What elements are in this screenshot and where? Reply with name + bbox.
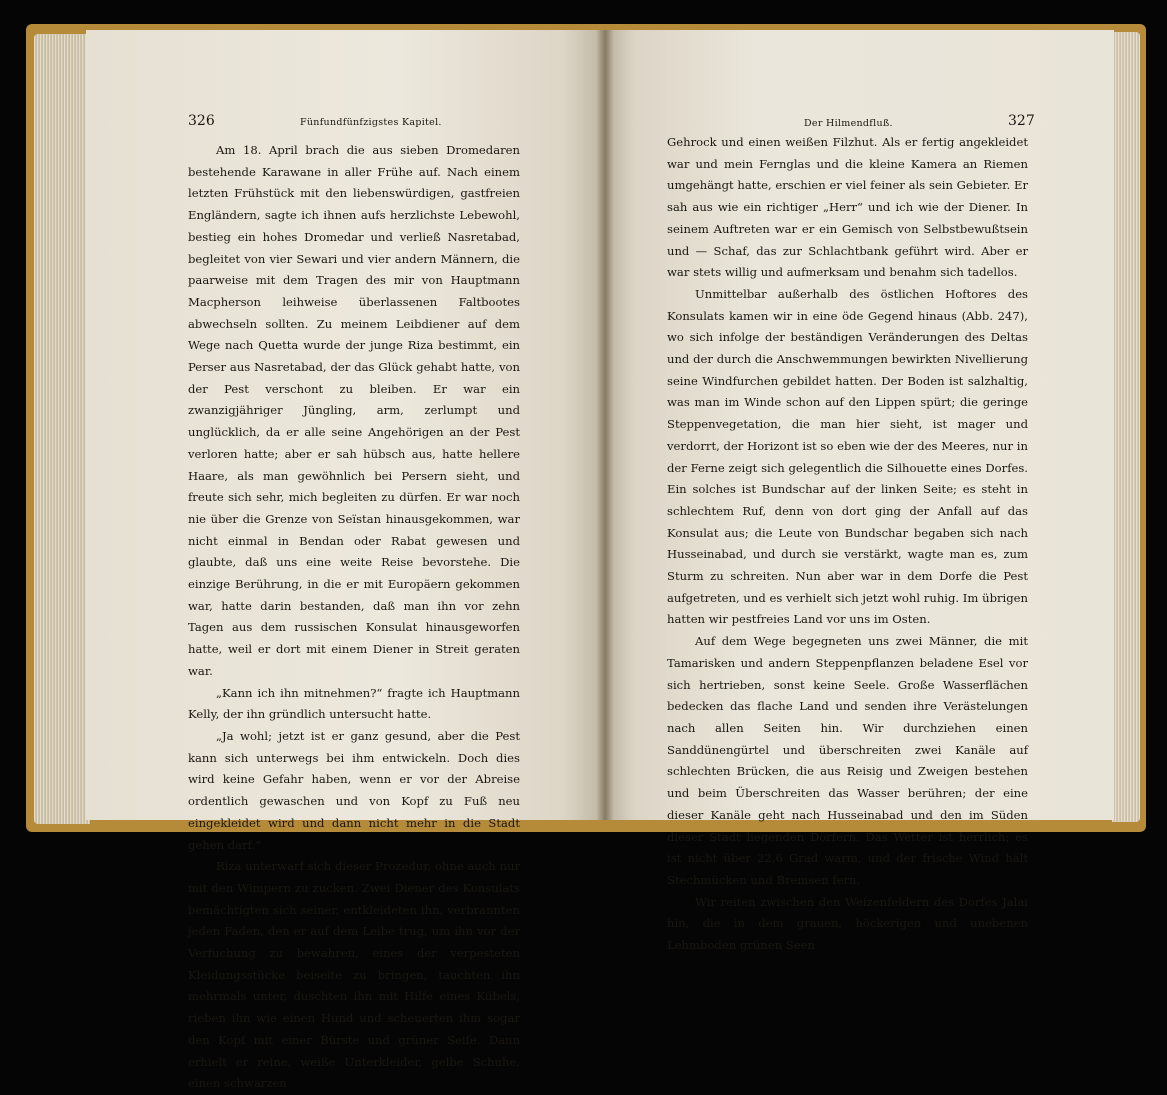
left-page-body xyxy=(188,140,520,1095)
paragraph: Gehrock und einen weißen Filzhut. Als er fertig angekleidet war und mein Fernglas und die kleine Kamera an Riemen umgehängt hatte, erschien er viel feiner als sein Gebieter. Er sah aus wie ein richtiger „Herr“ und ich wie der Diener. In seinem Auftreten war er ein Gemisch von Selbstbewußtsein und — Schaf, das zur Schlachtbank geführt wird. Aber er war stets willig und aufmerksam und benahm sich tadellos. xyxy=(667,135,1028,280)
page-edges-left xyxy=(34,34,90,824)
book-gutter xyxy=(596,30,614,820)
running-title: Der Hilmendfluß. xyxy=(804,118,893,129)
paragraph: „Ja wohl; jetzt ist er ganz gesund, aber die Pest kann sich unterwegs bei ihm entwickeln. Doch dies wird keine Gefahr haben, wenn er vor der Abreise ordentlich gewaschen und von Kopf zu Fuß neu eingekleidet wird und dann nicht mehr in die Stadt gehen darf.“ xyxy=(188,728,520,852)
page-edges-right xyxy=(1112,32,1140,822)
paragraph: Unmittelbar außerhalb des östlichen Hoftores des Konsulats kamen wir in eine öde Gegend hinaus (Abb. 247), wo sich infolge der beständigen Veränderungen des Deltas und der durch die Anschwemmungen bewirkten Nivellierung seine Windfurchen gebildet hatten. Der Boden ist salzhaltig, was man im Winde schon auf den Lippen spürt; die geringe Steppenvegetation, die man hier sieht, ist mager und verdorrt, der Horizont ist so eben wie der des Meeres, nur in der Ferne zeigt sich gelegentlich die Silhouette eines Dorfes. Ein solches ist Bundschar auf der linken Seite; es steht in schlechtem Ruf, denn von dort ging der Anfall auf das Konsulat aus; die Leute von Bundschar begaben sich nach Husseinabad, und durch sie verstärkt, wagte man es, zum Sturm zu schreiten. Nun aber war in dem Dorfe die Pest aufgetreten, und es verhielt sich jetzt wohl ruhig. Im übrigen hatten wir pestfreies Land vor uns im Osten. xyxy=(667,286,1028,627)
running-title: Fünfundfünfzigstes Kapitel. xyxy=(300,117,442,128)
right-page-header xyxy=(804,112,1035,130)
left-page xyxy=(86,30,604,1091)
left-page-header xyxy=(188,112,508,130)
paragraph: Riza unterwarf sich dieser Prozedur, ohne auch nur mit den Wimpern zu zucken. Zwei Diener des Konsulats bemächtigten sich seiner, entkleideten ihn, verbrannten jeden Faden, den er auf dem Leibe trug, um ihn vor der Verfuchung zu bewahren, eines der verpesteten Kleidungsstücke beiseite zu bringen, tauchten ihn mehrmals unter, duschten ihn mit Hilfe eines Kübels, rieben ihn wie einen Hund und scheuerten ihm sogar den Kopf mit einer Bürste und grüner Seife. Dann erhielt er reine, weiße Unterkleider, gelbe Schuhe, einen schwarzen xyxy=(188,859,520,1091)
right-page-body xyxy=(667,132,1028,957)
paragraph: „Kann ich ihn mitnehmen?“ fragte ich Hauptmann Kelly, der ihn gründlich untersucht hatte. xyxy=(188,685,520,722)
page-number: 326 xyxy=(188,113,215,129)
right-page xyxy=(604,30,1114,953)
paragraph: Wir reiten zwischen den Weizenfeldern des Dorfes Jalai hin, die in dem grauen, höckerigen und unebenen Lehmboden grünen Seen xyxy=(667,894,1028,953)
page-number: 327 xyxy=(1008,113,1035,129)
paragraph: Auf dem Wege begegneten uns zwei Männer, die mit Tamarisken und andern Steppenpflanzen beladene Esel vor sich hertrieben, sonst keine Seele. Große Wasserflächen bedecken das flache Land und senden ihre Verästelungen nach allen Seiten hin. Wir durchziehen einen Sanddünengürtel und überschreiten zwei Kanäle auf schlechten Brücken, die aus Reisig und Zweigen bestehen und beim Überschreiten das Wasser berühren; der eine dieser Kanäle geht nach Husseinabad und den im Süden dieser Stadt liegenden Dörfern. Das Wetter ist herrlich; es ist nicht über 22,6 Grad warm, und der frische Wind hält Stechmücken und Bremsen fern. xyxy=(667,634,1028,887)
paragraph: Am 18. April brach die aus sieben Dromedaren bestehende Karawane in aller Frühe auf. Nach einem letzten Frühstück mit den liebenswürdigen, gastfreien Engländern, sagte ich ihnen aufs herzlichste Lebewohl, bestieg ein hohes Dromedar und verließ Nasretabad, begleitet von vier Sewari und vier andern Männern, die paarweise mit dem Tragen des mir von Hauptmann Macpherson leihweise überlassenen Faltbootes abwechseln sollten. Zu meinem Leibdiener auf dem Wege nach Quetta wurde der junge Riza bestimmt, ein Perser aus Nasretabad, der das Glück gehabt hatte, von der Pest verschont zu bleiben. Er war ein zwanzigjähriger Jüngling, arm, zerlumpt und unglücklich, da er alle seine Angehörigen an der Pest verloren hatte; aber er sah hübsch aus, hatte hellere Haare, als man gewöhnlich bei Persern sieht, und freute sich sehr, mich begleiten zu dürfen. Er war noch nie über die Grenze von Seïstan hinausgekommen, war nicht einmal in Bendan oder Rabat gewesen und glaubte, daß uns eine weite Reise bevorstehe. Die einzige Berührung, in die er mit Europäern gekommen war, hatte darin bestanden, daß man ihn vor zehn Tagen aus dem russischen Konsulat hinausgeworfen hatte, weil er dort mit einem Diener in Streit geraten war. xyxy=(188,143,520,678)
